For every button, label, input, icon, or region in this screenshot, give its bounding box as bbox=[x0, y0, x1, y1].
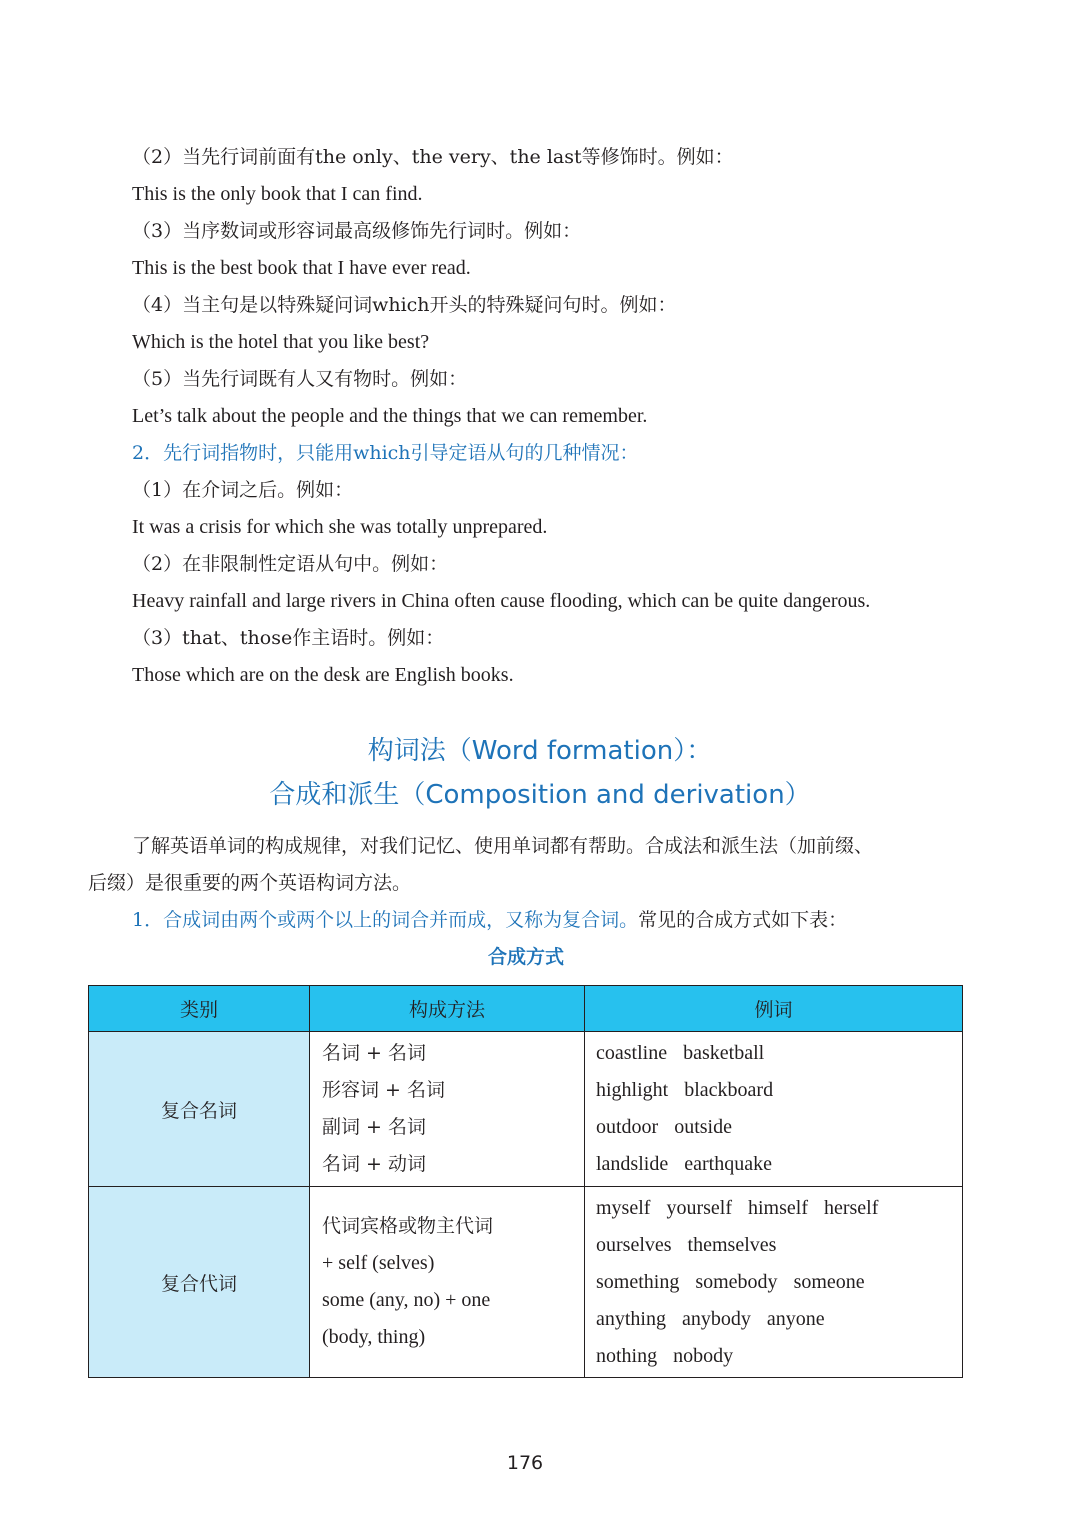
text-line-rule-2: （2）当先行词前面有the only、the very、the last等修饰时。例如： bbox=[132, 146, 734, 168]
example-line bbox=[596, 1035, 961, 1072]
example-word: nobody bbox=[673, 1344, 734, 1367]
category-cell: 复合代词 bbox=[89, 1187, 310, 1378]
header-category: 类别 bbox=[89, 986, 310, 1032]
text-line-case-3: （3）that、those作主语时。例如： bbox=[132, 627, 445, 649]
section-title-line-1: 构词法（Word formation）： bbox=[367, 736, 713, 766]
method-line: (body, thing) bbox=[322, 1326, 426, 1348]
method-line: 副词 + 名词 bbox=[322, 1116, 426, 1138]
header-examples: 例词 bbox=[585, 986, 963, 1032]
example-sentence: Heavy rainfall and large rivers in China often cause flooding, which can be quite dangerous. bbox=[132, 590, 871, 612]
example-line bbox=[596, 1109, 961, 1146]
heading-point-2: 2．先行词指物时，只能用which引导定语从句的几种情况： bbox=[132, 442, 639, 464]
text-line-rule-3: （3）当序数词或形容词最高级修饰先行词时。例如： bbox=[132, 220, 582, 242]
table-row bbox=[89, 1187, 963, 1378]
example-word: something bbox=[596, 1270, 680, 1293]
examples-cell bbox=[585, 1032, 963, 1187]
example-word: earthquake bbox=[684, 1153, 772, 1175]
composition-table bbox=[88, 985, 963, 1378]
example-line bbox=[596, 1146, 961, 1183]
example-sentence: This is the only book that I can find. bbox=[132, 183, 423, 205]
example-line bbox=[596, 1338, 961, 1375]
method-line: + self (selves) bbox=[322, 1252, 435, 1274]
example-word: anything bbox=[596, 1307, 666, 1330]
example-word: outside bbox=[674, 1116, 732, 1138]
example-word: nothing bbox=[596, 1344, 658, 1367]
category-cell: 复合名词 bbox=[89, 1032, 310, 1187]
example-word: someone bbox=[793, 1270, 865, 1293]
example-word: yourself bbox=[666, 1196, 732, 1219]
example-word: outdoor bbox=[596, 1116, 659, 1138]
method-line: 代词宾格或物主代词 bbox=[322, 1215, 494, 1237]
text-line-case-1: （1）在介词之后。例如： bbox=[132, 479, 354, 501]
method-line: 形容词 + 名词 bbox=[322, 1079, 445, 1101]
example-word: ourselves bbox=[596, 1233, 672, 1256]
method-line: some (any, no) + one bbox=[322, 1289, 491, 1311]
text-line-rule-5: （5）当先行词既有人又有物时。例如： bbox=[132, 368, 468, 390]
example-word: coastline bbox=[596, 1042, 668, 1064]
example-word: blackboard bbox=[684, 1079, 774, 1101]
method-cell bbox=[310, 1187, 585, 1378]
point-1-highlight: 1．合成词由两个或两个以上的词合并而成，又称为复合词。 bbox=[132, 909, 639, 931]
example-word: herself bbox=[823, 1196, 879, 1219]
example-line bbox=[596, 1190, 961, 1227]
example-word: themselves bbox=[687, 1233, 777, 1256]
example-word: somebody bbox=[695, 1270, 778, 1293]
section-title-line-2: 合成和派生（Composition and derivation） bbox=[269, 780, 811, 810]
intro-paragraph-line-1: 了解英语单词的构成规律，对我们记忆、使用单词都有帮助。合成法和派生法（加前缀、 bbox=[132, 835, 874, 857]
example-line bbox=[596, 1264, 961, 1301]
example-sentence: Let’s talk about the people and the things that we can remember. bbox=[132, 405, 648, 427]
example-word: basketball bbox=[683, 1042, 765, 1064]
example-line bbox=[596, 1301, 961, 1338]
method-cell bbox=[310, 1032, 585, 1187]
text-line-case-2: （2）在非限制性定语从句中。例如： bbox=[132, 553, 449, 575]
examples-cell bbox=[585, 1187, 963, 1378]
method-line: 名词 + 名词 bbox=[322, 1042, 426, 1064]
page-number: 176 bbox=[506, 1452, 544, 1474]
text-line-rule-4: （4）当主句是以特殊疑问词which开头的特殊疑问句时。例如： bbox=[132, 294, 677, 316]
example-sentence: This is the best book that I have ever read. bbox=[132, 257, 471, 279]
example-word: anybody bbox=[682, 1307, 751, 1330]
intro-paragraph-line-2: 后缀）是很重要的两个英语构词方法。 bbox=[88, 872, 412, 894]
example-word: himself bbox=[747, 1196, 808, 1219]
header-method: 构成方法 bbox=[310, 986, 585, 1032]
table-row bbox=[89, 1032, 963, 1187]
method-line: 名词 + 动词 bbox=[322, 1153, 426, 1175]
example-sentence: It was a crisis for which she was totally unprepared. bbox=[132, 516, 548, 538]
point-1 bbox=[132, 906, 847, 934]
table-header-row bbox=[89, 986, 963, 1032]
example-word: highlight bbox=[596, 1079, 669, 1101]
point-1-rest: 常见的合成方式如下表： bbox=[638, 909, 848, 931]
example-word: anyone bbox=[766, 1307, 825, 1330]
example-line bbox=[596, 1072, 961, 1109]
example-sentence: Which is the hotel that you like best? bbox=[132, 331, 430, 353]
example-line bbox=[596, 1227, 961, 1264]
example-word: myself bbox=[596, 1196, 651, 1219]
table-caption: 合成方式 bbox=[487, 946, 564, 968]
example-word: landslide bbox=[596, 1153, 669, 1175]
example-sentence: Those which are on the desk are English books. bbox=[132, 664, 514, 686]
